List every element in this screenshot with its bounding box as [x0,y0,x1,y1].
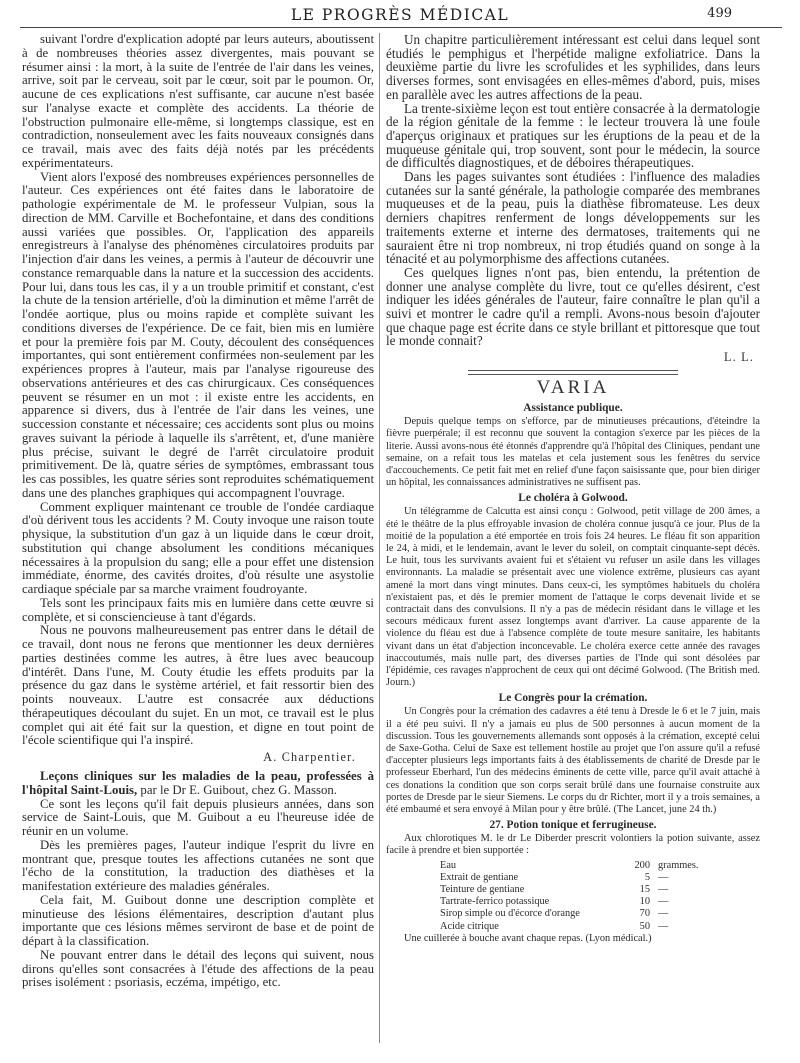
right-column [386,33,760,1043]
quantity: 70 [639,908,650,920]
unit: — [658,896,669,908]
paragraph: suivant l'ordre d'explication adopté par leurs auteurs, aboutissent à de nombreuses théories assez divergentes, mais pouvant se résumer ainsi : la mort, à la suite de l'entrée de l'air dans les veines, arrive, soit par le cerveau, soit par le cœur, soit par le poumon. Or, aucune de ces explications n'est suffisante, car aucune n'est basée sur l'analyse exacte et complète des accidents. La théorie de l'obstruction pulmonaire elle-même, si longtemps classique, est en contradiction, nonseulement avec les faits nouveaux consignés dans ce travail, mais avec des faits déjà notés par les précédents expérimentateurs. [22,33,374,170]
quantity: 200 [634,859,650,871]
paragraph: Nous ne pouvons malheureusement pas entrer dans le détail de ce travail, dont nous ne ferons que mentionner les deux dernières parties destinées comme les autres, à être lues avec beaucoup d'intérêt. Dans l'une, M. Couty étudie les effets produits par la présence du gaz dans le système artériel, et fait ressortir bien des points nouveaux. L'autre est consacrée aux déductions thérapeutiques découlant du sujet. En un mot, ce travail est le plus complet qui ait été fait sur la question, et digne en tout point de l'école scientifique qui l'a inspiré. [22,623,374,748]
header-rule [20,27,782,28]
unit: — [658,884,669,896]
recipe-list [440,860,760,933]
column-separator [379,33,380,1043]
paragraph: Dans les pages suivantes sont étudiées : l'influence des maladies cutanées sur la santé générale, la pathologie comparée des membranes muqueuses et de la peau, puis la diathèse fibromateuse. Les deux derniers chapitres renferment de longs développements sur les traitements externe et interne des dermatoses, traitements qui ne sauraient être ni trop nombreux, ni trop étudiés quand on songe à la ténacité et au polymorphisme des affections cutanées. [386,169,760,267]
ingredient: Eau [440,859,457,871]
page-number: 499 [707,6,732,21]
paragraph: Un chapitre particulièrement intéressant est celui dans lequel sont étudiés le pemphigus et l'herpétide maligne exfoliatrice. Dans la deuxième partie du livre les scrofulides et les syphilides, dans leurs diverses formes, sont envisagées en elles-mêmes d'abord, puis, mises en parallèle avec les autres affections de la peau. [386,33,760,102]
paragraph: Vient alors l'exposé des nombreuses expériences personnelles de l'auteur. Ces expériences ont été faites dans le laboratoire de pathologie expérimentale de M. le professeur Vulpian, sous la direction de MM. Carville et Bochefontaine, et dans des conditions aussi variées que possibles. Or, l'application des appareils enregistreurs à l'analyse des phénomènes circulatoires produits par l'injection d'air dans les veines, a permis à l'auteur de découvrir une constance remarquable dans la nature et la succession des accidents. Pour lui, dans tous les cas, il y a un trouble primitif et constant, c'est la chute de la tension artérielle, d'où la diminution et même l'arrêt de l'ondée aortique, plus ou moins rapide et complète suivant les conditions diverses de l'expérience. De ce fait, bien mis en lumière et pour la première fois par M. Couty, découlent des conséquences importantes, qui sont entièrement confirmées non-seulement par les expériences propres à l'auteur, mais par l'analyse rigoureuse des observations antérieures et des cas chirurgicaux. Ces conséquences peuvent se résumer en un mot : il existe entre les accidents, en apparence si divers, dus à l'entrée de l'air dans les veines, une succession constante et nécessaire; ces accidents sont plus ou moins graves suivant la période à laquelle ils s'arrêtent, et, d'une manière plus précise, suivant le degré de l'arrêt circulatoire produit primitivement. De là, quatre séries de symptômes, embrassant tous les cas possibles, les quatre séries sont reproduites schématiquement dans une des planches graphiques qui accompagnent l'ouvrage. [22,169,374,500]
section-title: Le Congrès pour la crémation. [498,692,648,705]
ingredient: Sirop simple ou d'écorce d'orange [440,908,580,920]
review-byline: par le Dr E. Guibout, chez G. Masson. [137,782,337,797]
paragraph: Tels sont les principaux faits mis en lumière dans cette œuvre si complète, et si consciencieuse à tant d'égards. [22,595,374,624]
paragraph: Aux chlorotiques M. le dr Le Diberder prescrit volontiers la potion suivante, assez facile à prendre et bien supportée : [386,833,760,857]
paragraph: Depuis quelque temps on s'efforce, par de minutieuses précautions, d'éteindre la fièvre puerpérale; il est reconnu que souvent la contagion s'exerce par les pièces de la literie. Aussi avons-nous été étonnés d'apprendre qu'à l'hôpital des Cliniques, pendant une semaine, on a refait tous les matelas et cela justement sous les fenêtres du service d'accouchements. Ce petit fait met en relief d'une façon saisissante que, pour bien diriger un hôpital, les connaissances administratives ne suffisent pas. [386,416,760,489]
recipe-row [440,872,760,884]
section-title: Assistance publique. [523,402,623,415]
journal-title: LE PROGRÈS MÉDICAL [290,6,510,24]
paragraph: Une cuillerée à bouche avant chaque repas. (Lyon médical.) [404,932,652,944]
unit: — [658,920,669,932]
signature: L. L. [723,350,754,365]
unit: — [658,908,669,920]
ingredient: Teinture de gentiane [440,884,525,896]
recipe-row [440,860,760,872]
ingredient: Tartrate-ferrico potassique [440,896,550,908]
unit: grammes. [658,859,699,871]
left-column [22,33,374,1043]
paragraph: Dès les premières pages, l'auteur indique l'esprit du livre en montrant que, presque toutes les affections cutanées ne sont que l'écho de la constitution, la traduction des diathèses et la manifestation extérieure des maladies générales. [22,837,374,893]
quantity: 15 [639,884,650,896]
paragraph: La trente-sixième leçon est tout entière consacrée à la dermatologie de la région génitale de la femme : le lecteur trouvera là une foule d'aperçus originaux et pratiques sur les éruptions de la peau et de la muqueuse génitale qui, trop souvent, sont pour le médecin, la source de difficultés diagnostiques, et de déboires thérapeutiques. [386,100,760,171]
recipe-row [440,884,760,896]
page-header [0,6,800,28]
section-title: Le choléra à Golwood. [518,492,628,505]
quantity: 10 [639,896,650,908]
paragraph: Un télégramme de Calcutta est ainsi conçu : Golwood, petit village de 200 âmes, a été le théâtre de la plus effroyable invasion de choléra connue jusqu'à ce jour. Plus de la moitié de la population a été emportée en trois fois 24 heures. Le fléau fit son apparition le 24, à midi, et le lendemain, avant le lever du soleil, on comptait cinquante-sept décès. Le huit, tous les survivants avaient fui et s'étaient vu refuser un asile dans les villages environnants. La maladie se présentait avec une violence extrême, plusieurs cas ayant amené la mort dans vingt minutes. Dans ceux-ci, les symptômes habituels du choléra n'existaient pas, et dès le premier moment de l'attaque le corps devenait livide et se contractait dans des convulsions. Il n'y a pas de médecin résidant dans le village et les secours médicaux furent assez longtemps avant d'arriver. La cause apparente de la violence du fléau est due à l'absence complète de toute mesure sanitaire, les habitants vivant dans un état d'abjection inconcevable. Le choléra exerce cette année des ravages inaccoutumés, mais nulle part, des diverses parties de l'Inde qui sont désolées par l'épidémie, ces ravages n'approchent de ceux qui ont décimé Golwood. (The British med. Journ.) [386,506,760,689]
book-review-heading [22,770,374,798]
recipe-row [440,896,760,908]
ingredient: Extrait de gentiane [440,871,519,883]
ingredient: Acide citrique [440,920,499,932]
section-divider [468,370,678,375]
paragraph: Ce sont les leçons qu'il fait depuis plusieurs années, dans son service de Saint-Louis, que M. Guibout a eu l'heureuse idée de réunir en un volume. [22,796,374,838]
paragraph: Ces quelques lignes n'ont pas, bien entendu, la prétention de donner une analyse complète du livre, tout ce qu'elles désirent, c'est indiquer les idées générales de l'auteur, faire connaître le plan qu'il a suivi et montrer le cadre qu'il a rempli. Avons-nous besoin d'ajouter que chaque page est écrite dans ce style brillant et pittoresque que tout le monde connait? [386,264,760,349]
paragraph: Un Congrès pour la crémation des cadavres a été tenu à Dresde le 6 et le 7 juin, mais il a été peu suivi. Il n'y a jamais eu plus de 500 personnes à aucun moment de la discussion. Tous les gouvernements allemands sont opposés à la crémation, excepté celui de Saxe-Gotha. Celui de Saxe est tellement hostile au projet que l'on assure qu'il a refusé d'accepter plusieurs legs importants faits à des établissements de charité de Dresde par le professeur Eberhard, l'un des médecins éminents de cette ville, parce qu'il avait attaché à ces donations la condition que son corps serait brûlé dans une fournaise construite aux portes de Dresde par le sieur Siemens. Le corps du dr Richter, mort il y a trois semaines, a été embaumé et sera envoyé à Milan pour y être brûlé. (The Lancet, june 24 th.) [386,706,760,816]
quantity: 5 [644,871,650,883]
recipe-row [440,921,760,933]
quantity: 50 [639,920,650,932]
paragraph: Cela fait, M. Guibout donne une description complète et minutieuse des lésions élémentaires, description d'autant plus importante que ces lésions mêmes serviront de base et de point de départ à la classification. [22,892,374,948]
review-title: Leçons cliniques sur les maladies de la peau, professées à l'hôpital Saint-Louis, [22,769,374,797]
unit: — [658,871,669,883]
paragraph: Comment expliquer maintenant ce trouble de l'ondée cardiaque d'où dérivent tous les accidents ? M. Couty invoque une raison toute physique, la substitution d'un gaz à un liquide dans le cœur droit, substitution qui change absolument les conditions mécaniques nécessaires à la propulsion du sang; elle a pour effet une distension immédiate, énorme, des cavités droites, d'où résulte une asystolie cardiaque spéciale par sa marche vraiment foudroyante. [22,499,374,596]
signature: A. Charpentier. [263,750,356,764]
paragraph: Ne pouvant entrer dans le détail des leçons qui suivent, nous dirons qu'elles sont consacrées à l'étude des affections de la peau prises isolément : psoriasis, eczéma, impétigo, etc. [22,947,374,990]
section-title: 27. Potion tonique et ferrugineuse. [489,819,657,832]
recipe-row [440,908,760,920]
varia-heading: VARIA [536,377,610,399]
